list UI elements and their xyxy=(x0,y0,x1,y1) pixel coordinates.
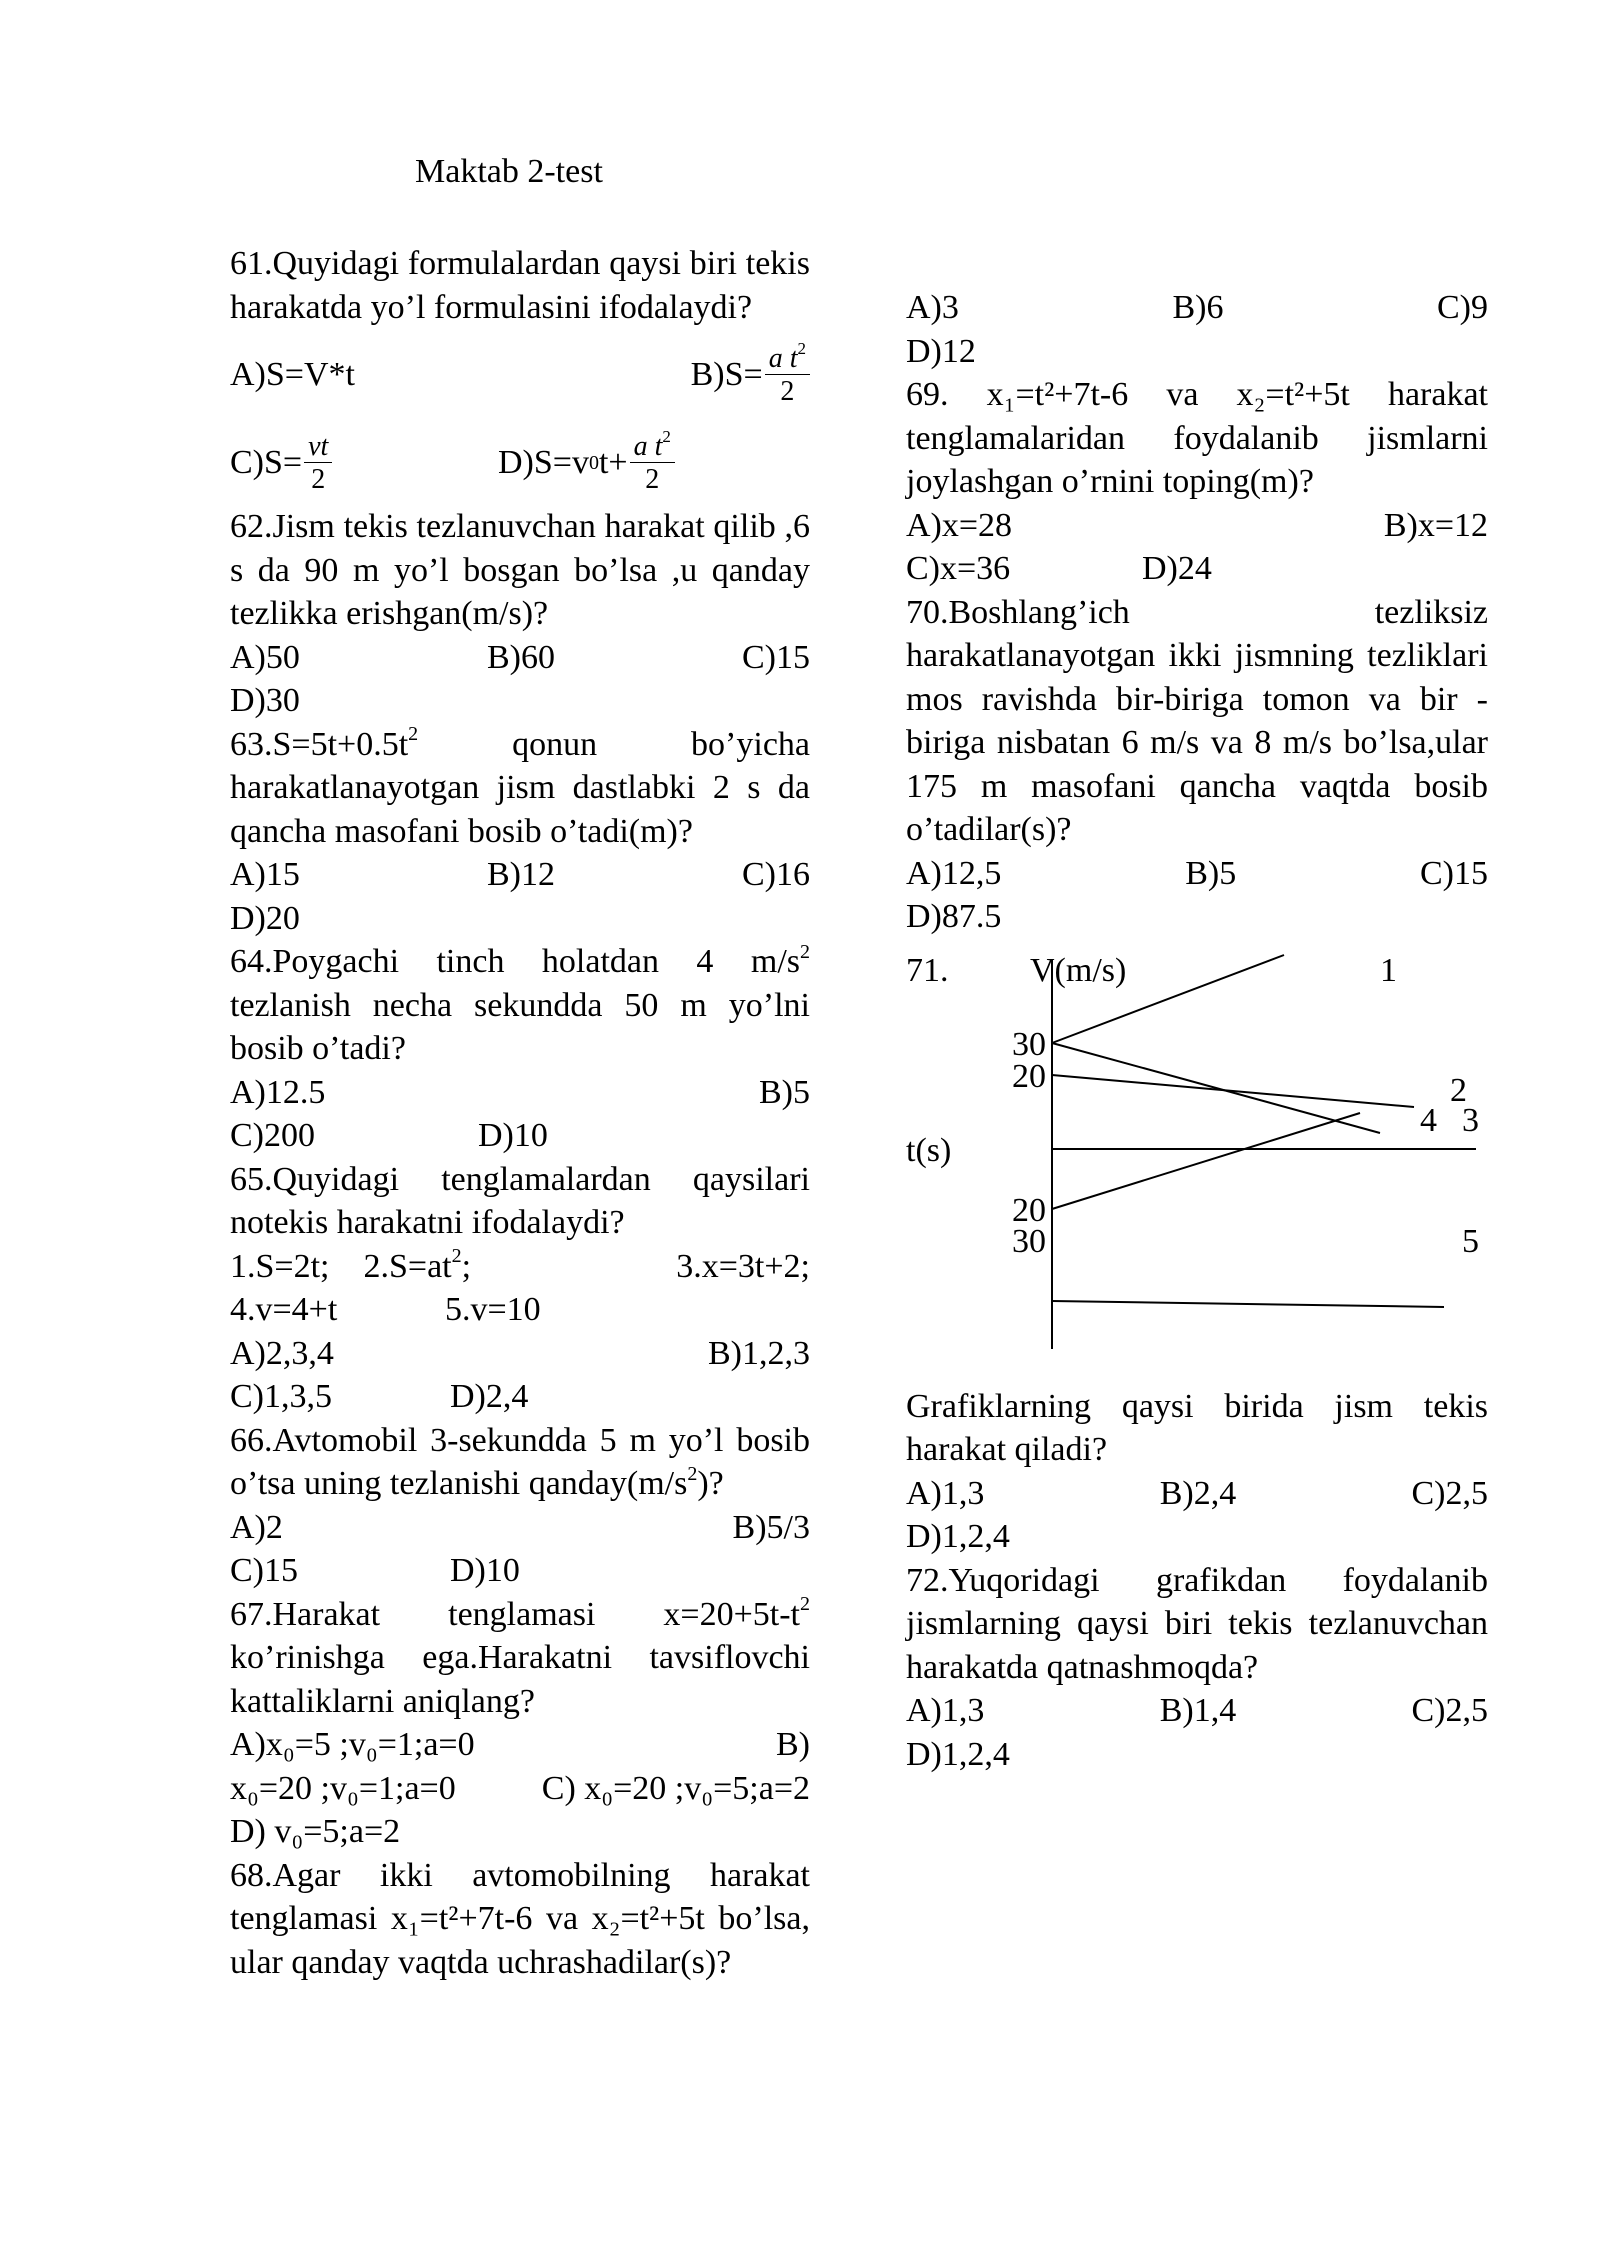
q65-equations-line2 xyxy=(230,1288,810,1332)
q63-option-b: B)12 xyxy=(486,856,555,893)
page-title: Maktab 2-test xyxy=(415,153,603,190)
q61-c-fraction xyxy=(304,432,332,495)
line-label-3: 3 xyxy=(1462,1101,1479,1139)
q66-option-c: C)15 xyxy=(230,1552,298,1589)
q61-option-c xyxy=(230,432,498,495)
q65-option-b: B)1,2,3 xyxy=(708,1334,810,1372)
question-64: 64.Poygachi tinch holatdan 4 $m/s^2$ tezlanish necha sekundda 50 m yo’lni bosib o’tadi? xyxy=(230,940,810,1067)
q68-options-abc xyxy=(906,286,1488,330)
question-61: 61.Quyidagi formulalardan qaysi biri tekis harakatda yo’l formulasini ifodalaydi? xyxy=(230,245,810,326)
q67-options-ab xyxy=(230,1723,810,1767)
q65-options-ab xyxy=(230,1332,810,1376)
q67-options-bc xyxy=(230,1767,810,1811)
q64-options-ab xyxy=(230,1071,810,1115)
line-label-4: 4 xyxy=(1420,1101,1437,1139)
q66-option-a: A)2 xyxy=(230,1508,283,1546)
q66-option-b: B)5/3 xyxy=(732,1508,810,1546)
q68-option-a: A)3 xyxy=(906,289,959,326)
line-label-2: 2 xyxy=(1450,1071,1467,1109)
q71-options-abc xyxy=(906,1472,1488,1516)
q71-number: 71. xyxy=(906,951,949,989)
q65-eq2: 2.S=at xyxy=(363,1247,452,1285)
question-65: 65.Quyidagi tenglamalardan qaysilari notekis harakatni ifodalaydi? xyxy=(230,1160,810,1241)
q62-options-abc xyxy=(230,636,810,680)
q66-options-ab xyxy=(230,1506,810,1550)
q65-equations-line1: 1.S=2t; $2.S=at^2$; 3.x=3t+2; xyxy=(230,1245,810,1289)
q65-eq4: 4.v=4+t xyxy=(230,1291,338,1328)
q65-eq1: 1.S=2t; xyxy=(230,1247,330,1285)
q72-option-a: A)1,3 xyxy=(906,1692,985,1729)
q63-text-b: qonun bo’yicha harakatlanayotgan jism dastlabki 2 s da qancha masofani bosib o’tadi(m)? xyxy=(230,725,810,850)
q61-options-ab xyxy=(230,329,810,421)
q67-option-d: D) v₀=5;a=2 xyxy=(230,1813,401,1850)
q64-option-a: A)12.5 xyxy=(230,1073,326,1111)
question-62: 62.Jism tekis tezlanuvchan harakat qilib ,6 s da 90 m yo’l bosgan bo’lsa ,u qanday tezlikka erishgan(m/s)? xyxy=(230,508,810,632)
q64-option-d: D)10 xyxy=(478,1117,548,1154)
q67-text-a: 67.Harakat tenglamasi x=20+5t-t xyxy=(230,1595,800,1633)
q70-option-b: B)5 xyxy=(1185,854,1237,892)
v-axis-label: V(m/s) xyxy=(1030,951,1127,989)
q72-option-c: C)2,5 xyxy=(1411,1692,1488,1729)
q61-d-prefix: D)S=v xyxy=(498,444,589,482)
tick-30-top: 30 xyxy=(1012,1025,1046,1063)
q64-text-a: 64.Poygachi tinch holatdan 4 m/s xyxy=(230,943,800,980)
question-63: $63.S=5t+0.5t^2$ qonun bo’yicha harakatlanayotgan jism dastlabki 2 s da qancha masofani bosib o’tadi(m)? xyxy=(230,723,810,850)
t-axis-label: t(s) xyxy=(906,1131,952,1169)
question-69: 69. x₁=t²+7t-6 va x₂=t²+5t harakat tenglamalaridan foydalanib jismlarni joylashgan o’rnini toping(m)? xyxy=(906,376,1488,500)
q69-option-c: C)x=36 xyxy=(906,550,1011,587)
q72-option-d: D)1,2,4 xyxy=(906,1735,1010,1773)
q66-options-cd xyxy=(230,1549,810,1593)
q61-option-b xyxy=(690,339,810,407)
q63-option-c: C)16 xyxy=(741,856,810,893)
q63-option-a: A)15 xyxy=(230,856,300,893)
q65-eq3: 3.x=3t+2; xyxy=(676,1247,810,1285)
q67-option-b: B) xyxy=(776,1726,810,1763)
question-67: 67.Harakat tenglamasi $x=20+5t-t^2$ ko’rinishga ega.Harakatni tavsiflovchi kattaliklarni aniqlang? xyxy=(230,1593,810,1720)
q70-option-d: D)87.5 xyxy=(906,898,1002,935)
q68-option-d: D)12 xyxy=(906,332,976,370)
q66-option-d: D)10 xyxy=(450,1552,520,1589)
q64-option-b: B)5 xyxy=(759,1073,810,1111)
q61-d-numerator: a t xyxy=(633,430,663,462)
q69-option-b: B)x=12 xyxy=(1383,506,1488,544)
q64-option-c: C)200 xyxy=(230,1117,315,1154)
tick-20-bottom: 20 xyxy=(1012,1191,1046,1229)
q61-d-fraction: $\frac{a t^2}{2}$ xyxy=(630,432,675,495)
q66-text-a: 66.Avtomobil 3-sekundda 5 m yo’l bosib o’tsa uning tezlanishi qanday(m/s xyxy=(230,1421,810,1502)
q62-option-d: D)30 xyxy=(230,682,300,719)
q61-b-fraction: $\frac{a t^2}{2}$ xyxy=(765,344,810,407)
q61-b-numerator: a t xyxy=(768,342,798,374)
question-66: 66.Avtomobil 3-sekundda 5 m yo’l bosib o’tsa uning tezlanishi $qanday(m/s^2)$? xyxy=(230,1421,810,1502)
q61-option-d: D)S=v 0 t+ $\frac{a t^2}{2}$ xyxy=(498,432,675,495)
q61-options-cd xyxy=(230,421,810,505)
q70-option-a: A)12,5 xyxy=(906,854,1002,892)
q67-text-b: ko’rinishga ega.Harakatni tavsiflovchi kattaliklarni aniqlang? xyxy=(230,1639,810,1720)
q69-option-d: D)24 xyxy=(1142,550,1212,587)
q65-options-cd xyxy=(230,1375,810,1419)
q65-eq2-end: ; xyxy=(461,1247,472,1285)
q71-graph-lines xyxy=(906,939,1488,1359)
q67-option-b-value: x₀=20 ;v₀=1;a=0 xyxy=(230,1769,456,1807)
q71-option-b: B)2,4 xyxy=(1159,1474,1237,1512)
question-70: 70.Boshlang’ich tezliksiz harakatlanayotgan ikki jismning tezliklari mos ravishda bir-biriga tomon va bir -biriga nisbatan 6 m/s va 8 m/s bo’lsa,ular 175 m masofani qancha vaqtda bosib o’tadilar(s)? xyxy=(906,593,1488,848)
q61-c-numerator: vt xyxy=(304,432,332,463)
tick-30-bottom: 30 xyxy=(1012,1222,1046,1260)
q64-options-cd xyxy=(230,1114,810,1158)
q68-option-b: B)6 xyxy=(1172,289,1224,326)
q71-graph xyxy=(906,939,1488,1359)
q68-option-c: C)9 xyxy=(1436,289,1488,326)
q61-c-denominator: 2 xyxy=(311,463,326,495)
q70-options-abc xyxy=(906,852,1488,896)
q65-eq5: 5.v=10 xyxy=(445,1291,541,1328)
q66-text-b: )? xyxy=(697,1465,724,1502)
q69-options-cd xyxy=(906,547,1488,591)
q65-option-c: C)1,3,5 xyxy=(230,1378,332,1415)
q61-c-prefix: C)S= xyxy=(230,444,303,482)
question-72: 72.Yuqoridagi grafikdan foydalanib jismlarning qaysi biri tekis tezlanuvchan harakatda qatnashmoqda? xyxy=(906,1561,1488,1686)
q61-option-a: A)S=V*t xyxy=(230,356,355,394)
q63-text-a: 63.S=5t+0.5t xyxy=(230,725,409,763)
q63-option-d: D)20 xyxy=(230,899,300,937)
q72-option-b: B)1,4 xyxy=(1159,1692,1237,1729)
line-label-5: 5 xyxy=(1462,1222,1479,1260)
q62-option-b: B)60 xyxy=(486,638,555,676)
q71-option-c: C)2,5 xyxy=(1411,1474,1488,1512)
graph-line-2 xyxy=(1052,1075,1414,1107)
q65-option-a: A)2,3,4 xyxy=(230,1334,334,1372)
graph-line-4 xyxy=(1052,1113,1360,1209)
q70-option-c: C)15 xyxy=(1419,854,1488,892)
q65-option-d: D)2,4 xyxy=(450,1378,529,1415)
q67-option-a: A)x₀=5 ;v₀=1;a=0 xyxy=(230,1726,475,1763)
q69-options-ab xyxy=(906,504,1488,548)
question-71: Grafiklarning qaysi birida jism tekis harakat qiladi? xyxy=(906,1387,1488,1468)
q61-d-mid: t+ xyxy=(598,444,628,482)
q71-option-d: D)1,2,4 xyxy=(906,1518,1010,1555)
q72-options-abc xyxy=(906,1689,1488,1733)
left-column xyxy=(230,242,810,1984)
graph-line-3 xyxy=(1052,1043,1380,1133)
q61-b-denominator: 2 xyxy=(780,375,795,407)
q62-option-a: A)50 xyxy=(230,638,300,676)
q61-d-denominator: 2 xyxy=(645,463,660,495)
right-column xyxy=(906,286,1488,1776)
q61-b-prefix: B)S= xyxy=(690,356,763,394)
line-label-1: 1 xyxy=(1380,951,1397,989)
q62-option-c: C)15 xyxy=(741,638,810,676)
graph-line-5 xyxy=(1052,1301,1444,1307)
q67-option-c: C) x₀=20 ;v₀=5;a=2 xyxy=(541,1769,810,1807)
q71-option-a: A)1,3 xyxy=(906,1474,985,1512)
q63-options-abc xyxy=(230,853,810,897)
question-68: 68.Agar ikki avtomobilning harakat tenglamasi x₁=t²+7t-6 va x₂=t²+5t bo’lsa, ular qanday vaqtda uchrashadilar(s)? xyxy=(230,1856,810,1981)
q64-text-b: tezlanish necha sekundda 50 m yo’lni bosib o’tadi? xyxy=(230,986,810,1067)
q69-option-a: A)x=28 xyxy=(906,506,1013,544)
tick-20-top: 20 xyxy=(1012,1057,1046,1095)
